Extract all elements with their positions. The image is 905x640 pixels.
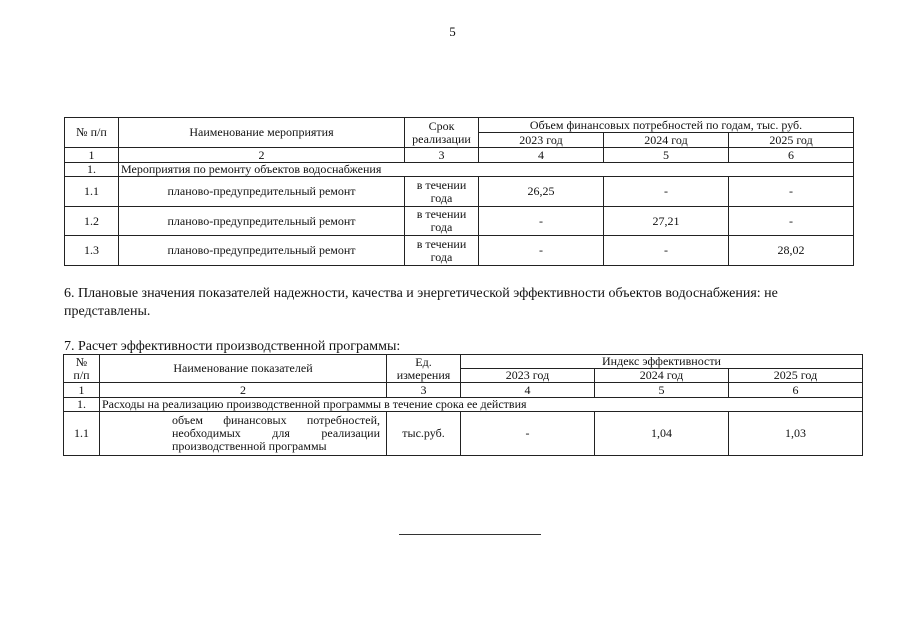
section-num: 1. — [64, 398, 100, 412]
index-cell: 5 — [595, 383, 729, 398]
col-header-2025: 2025 год — [729, 133, 854, 148]
header-row — [64, 355, 863, 369]
row-name-line2: необходимых для реализации — [172, 426, 380, 440]
section-row — [65, 163, 854, 177]
row-name — [100, 412, 387, 456]
row-num: 1.1 — [65, 177, 119, 207]
row-name-line1: объем финансовых потребностей, — [172, 413, 380, 427]
row-term — [405, 207, 479, 236]
table-row — [65, 177, 854, 207]
section-title: Мероприятия по ремонту объектов водоснабжения — [119, 163, 854, 177]
index-cell: 2 — [119, 148, 405, 163]
row-term — [405, 236, 479, 266]
col-header-num-line1: № — [75, 354, 88, 369]
col-header-term-line2: реализации — [412, 131, 471, 146]
paragraph-7: 7. Расчет эффективности производственной программы: — [64, 339, 401, 354]
col-header-name: Наименование мероприятия — [119, 118, 405, 148]
row-value-2025: 1,03 — [729, 412, 863, 456]
index-cell: 5 — [604, 148, 729, 163]
row-name: планово-предупредительный ремонт — [119, 177, 405, 207]
col-header-index: Индекс эффективности — [461, 355, 863, 369]
index-cell: 2 — [100, 383, 387, 398]
col-header-2023: 2023 год — [479, 133, 604, 148]
table-row — [65, 236, 854, 266]
col-header-term-line1: Срок — [428, 118, 455, 133]
col-header-unit-line2: измерения — [396, 367, 451, 382]
header-row — [65, 118, 854, 133]
page-number: 5 — [449, 24, 456, 39]
row-value-2024: - — [604, 177, 729, 207]
row-num: 1.3 — [65, 236, 119, 266]
col-header-2025: 2025 год — [729, 369, 863, 383]
col-header-2023: 2023 год — [461, 369, 595, 383]
col-header-unit — [387, 355, 461, 383]
row-name: планово-предупредительный ремонт — [119, 236, 405, 266]
row-value-2025: - — [729, 177, 854, 207]
row-value-2024: 1,04 — [595, 412, 729, 456]
row-term-line1: в течении — [416, 207, 467, 221]
row-value-2025: - — [729, 207, 854, 236]
index-cell: 3 — [387, 383, 461, 398]
section-num: 1. — [65, 163, 119, 177]
col-header-num: № п/п — [65, 118, 119, 148]
row-value-2023: - — [461, 412, 595, 456]
row-num: 1.2 — [65, 207, 119, 236]
row-num: 1.1 — [64, 412, 100, 456]
paragraph-6: 6. Плановые значения показателей надежности, качества и энергетической эффективности объектов водоснабжения: не представлены. — [64, 286, 778, 319]
row-term-line1: в течении — [416, 236, 467, 251]
row-value-2023: - — [479, 207, 604, 236]
col-header-num — [64, 355, 100, 383]
column-index-row — [64, 383, 863, 398]
col-header-num-line2: п/п — [73, 367, 90, 382]
row-value-2023: - — [479, 236, 604, 266]
row-value-2024: 27,21 — [604, 207, 729, 236]
index-cell: 6 — [729, 148, 854, 163]
row-term — [405, 177, 479, 207]
table-row — [65, 207, 854, 236]
row-name: планово-предупредительный ремонт — [119, 207, 405, 236]
index-cell: 1 — [64, 383, 100, 398]
row-term-line1: в течении — [416, 177, 467, 192]
col-header-unit-line1: Ед. — [415, 354, 432, 369]
col-header-2024: 2024 год — [595, 369, 729, 383]
row-value-2023: 26,25 — [479, 177, 604, 207]
index-cell: 4 — [461, 383, 595, 398]
row-term-line2: года — [430, 249, 453, 264]
col-header-name: Наименование показателей — [100, 355, 387, 383]
table-row — [64, 412, 863, 456]
index-cell: 6 — [729, 383, 863, 398]
section-title: Расходы на реализацию производственной программы в течение срока ее действия — [100, 398, 863, 412]
section-row — [64, 398, 863, 412]
row-value-2025: 28,02 — [729, 236, 854, 266]
col-header-term — [405, 118, 479, 148]
index-cell: 3 — [405, 148, 479, 163]
column-index-row — [65, 148, 854, 163]
row-name-line3: производственной программы — [172, 439, 327, 453]
row-value-2024: - — [604, 236, 729, 266]
col-header-volume: Объем финансовых потребностей по годам, тыс. руб. — [479, 118, 854, 133]
financial-needs-table — [64, 117, 854, 266]
efficiency-table — [63, 354, 863, 456]
closing-rule-divider — [399, 534, 541, 535]
row-term-line2: года — [430, 220, 453, 234]
col-header-2024: 2024 год — [604, 133, 729, 148]
row-unit: тыс.руб. — [387, 412, 461, 456]
index-cell: 4 — [479, 148, 604, 163]
row-term-line2: года — [430, 190, 453, 205]
index-cell: 1 — [65, 148, 119, 163]
